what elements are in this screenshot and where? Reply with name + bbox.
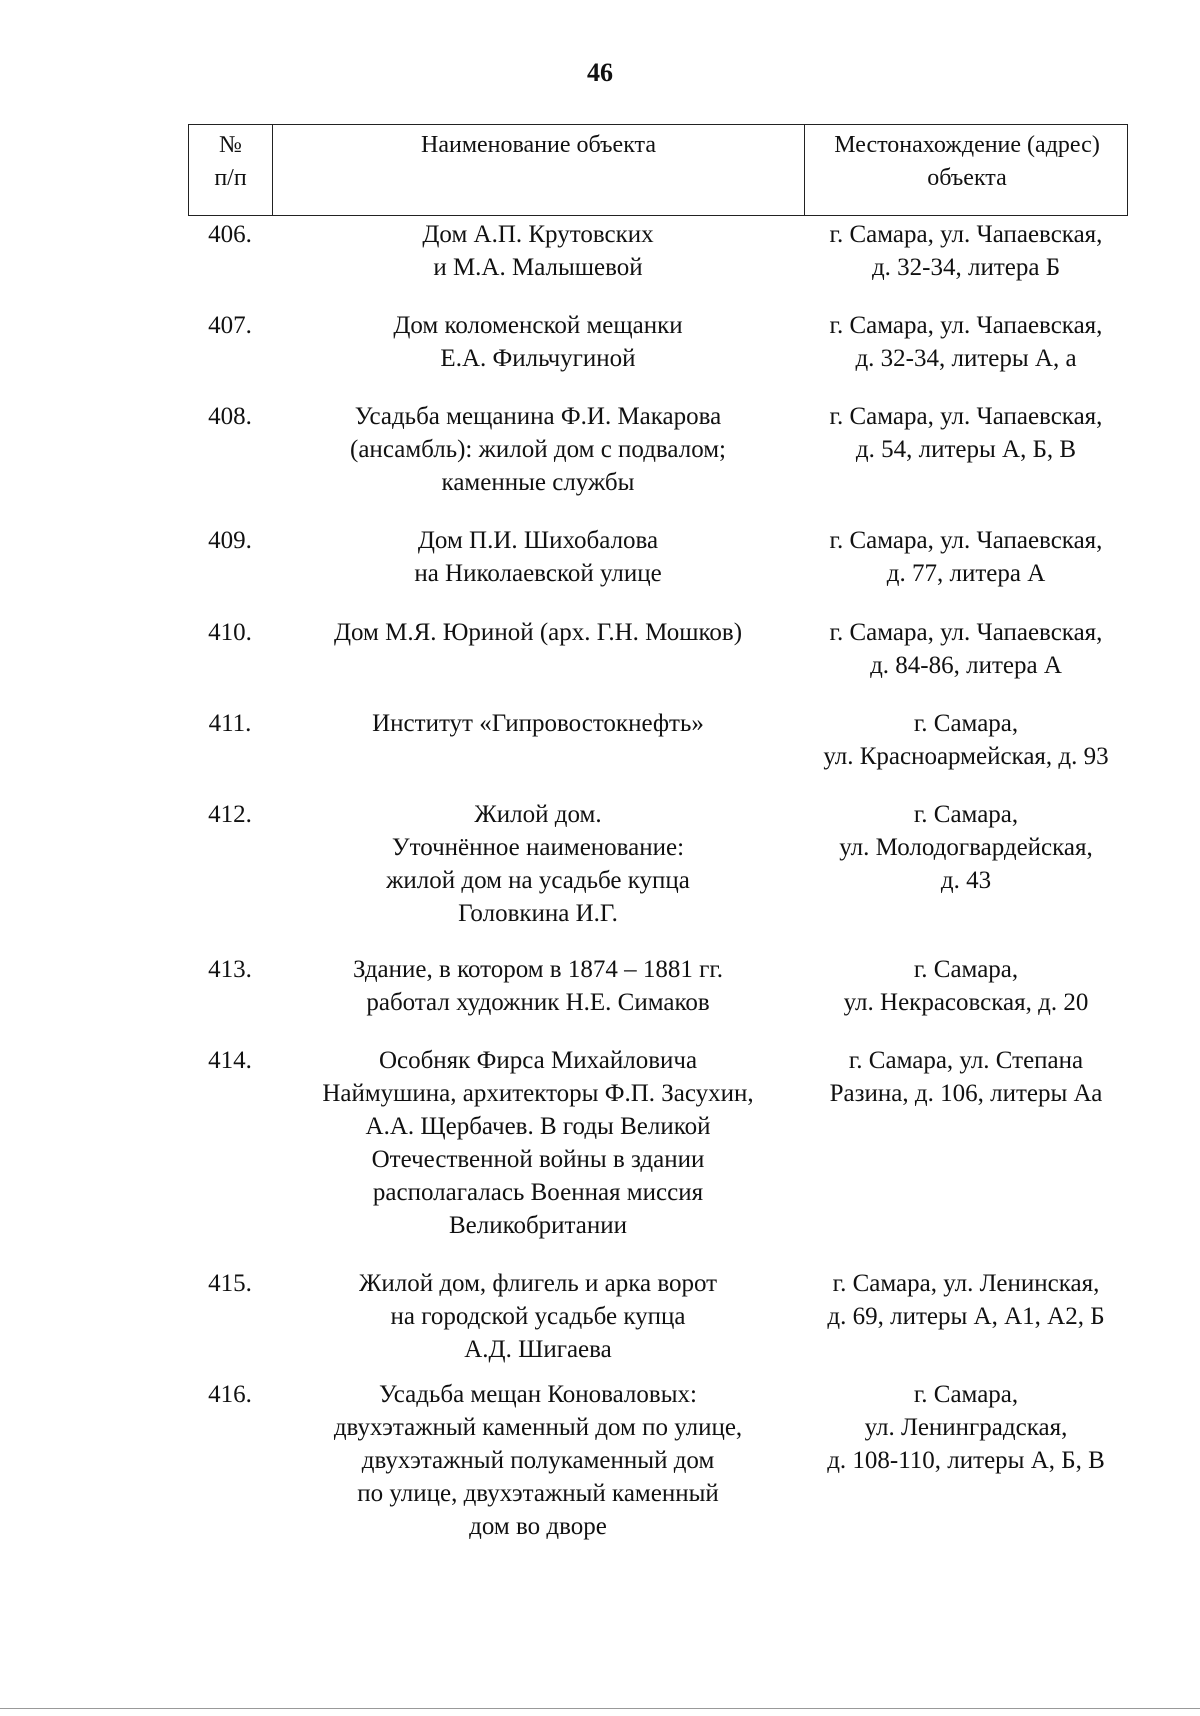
object-name [272, 953, 804, 1019]
object-address-line: д. 77, литера А [886, 560, 1046, 587]
object-name-line: А.А. Щербачев. В годы Великой [365, 1113, 711, 1140]
object-name-line: Жилой дом, флигель и арка ворот [358, 1270, 718, 1297]
object-address-line: г. Самара, [913, 956, 1019, 983]
object-address-line: ул. Красноармейская, д. 93 [823, 743, 1109, 770]
table-row [188, 953, 1128, 1019]
bottom-rule [0, 1708, 1200, 1709]
row-number: 410. [208, 619, 252, 646]
table-row [188, 524, 1128, 590]
row-number: 411. [208, 710, 252, 737]
object-address-line: г. Самара, ул. Чапаевская, [829, 619, 1103, 646]
object-address-line: г. Самара, ул. Степана [848, 1047, 1084, 1074]
object-name [272, 524, 804, 590]
object-name-line: Особняк Фирса Михайловича [378, 1047, 698, 1074]
object-name-line: Наймушина, архитекторы Ф.П. Засухин, [322, 1080, 754, 1107]
object-address-line: д. 84-86, литера А [870, 652, 1062, 679]
object-name-line: дом во дворе [469, 1513, 607, 1540]
table-header [188, 124, 1128, 216]
object-name-line: (ансамбль): жилой дом с подвалом; [350, 436, 726, 463]
object-address [804, 309, 1128, 375]
row-number: 406. [208, 221, 252, 248]
object-address-line: д. 108-110, литеры А, Б, В [827, 1447, 1105, 1474]
object-address-line: д. 69, литеры А, А1, А2, Б [827, 1303, 1105, 1330]
row-number: 416. [208, 1381, 252, 1408]
object-name-line: двухэтажный каменный дом по улице, [333, 1414, 743, 1441]
object-name-line: располагалась Военная миссия [372, 1179, 704, 1206]
table-row [188, 1044, 1128, 1242]
object-name-line: двухэтажный полукаменный дом [361, 1447, 715, 1474]
header-col-number-line: № [219, 132, 242, 158]
object-name-line: Здание, в котором в 1874 – 1881 гг. [352, 956, 724, 983]
object-name [272, 1267, 804, 1366]
object-name-line: Дом коломенской мещанки [393, 312, 683, 339]
table-row [188, 707, 1128, 773]
table-row [188, 616, 1128, 682]
object-name-line: Уточнённое наименование: [391, 834, 685, 861]
header-col-name [273, 125, 805, 215]
object-address-line: д. 54, литеры А, Б, В [855, 436, 1077, 463]
row-number: 415. [208, 1270, 252, 1297]
table-row [188, 1267, 1128, 1366]
object-address [804, 400, 1128, 499]
header-col-address-line: Местонахождение (адрес) [834, 132, 1100, 158]
object-name-line: Е.А. Фильчугиной [440, 345, 636, 372]
header-col-address [805, 125, 1129, 215]
object-address-line: ул. Ленинградская, [864, 1414, 1068, 1441]
object-name-line: Дом А.П. Крутовских [422, 221, 654, 248]
object-address-line: г. Самара, ул. Чапаевская, [829, 403, 1103, 430]
table-row [188, 798, 1128, 930]
object-name-line: Отечественной войны в здании [371, 1146, 705, 1173]
object-address [804, 1267, 1128, 1366]
object-name [272, 218, 804, 284]
object-name-line: Жилой дом. [474, 801, 602, 828]
object-address-line: г. Самара, ул. Чапаевская, [829, 312, 1103, 339]
object-address-line: г. Самара, ул. Чапаевская, [829, 221, 1103, 248]
object-name-line: А.Д. Шигаева [464, 1336, 612, 1363]
object-address-line: д. 43 [940, 867, 992, 894]
object-address-line: г. Самара, ул. Ленинская, [832, 1270, 1100, 1297]
object-address-line: Разина, д. 106, литеры Аа [829, 1080, 1103, 1107]
object-name [272, 309, 804, 375]
object-address [804, 524, 1128, 590]
object-address-line: д. 32-34, литера Б [871, 254, 1061, 281]
object-address [804, 616, 1128, 682]
object-name [272, 616, 804, 682]
object-address-line: д. 32-34, литеры А, а [855, 345, 1077, 372]
row-number: 407. [208, 312, 252, 339]
object-name-line: Дом П.И. Шихобалова [417, 527, 659, 554]
object-name [272, 798, 804, 930]
object-address-line: ул. Некрасовская, д. 20 [843, 989, 1089, 1016]
object-address [804, 1378, 1128, 1543]
page-number: 46 [587, 58, 613, 87]
object-address [804, 707, 1128, 773]
object-name-line: и М.А. Малышевой [433, 254, 643, 281]
object-address-line: ул. Молодогвардейская, [839, 834, 1093, 861]
object-name [272, 1044, 804, 1242]
row-number: 412. [208, 801, 252, 828]
row-number: 408. [208, 403, 252, 430]
header-col-address-line: объекта [927, 165, 1007, 191]
object-name-line: работал художник Н.Е. Симаков [366, 989, 710, 1016]
table-row [188, 309, 1128, 375]
object-name-line: каменные службы [441, 469, 635, 496]
object-address [804, 953, 1128, 1019]
header-col-number [189, 125, 273, 215]
header-col-name-line: Наименование объекта [421, 132, 656, 158]
table-row [188, 218, 1128, 284]
header-col-number-line: п/п [214, 165, 247, 191]
object-name-line: Усадьба мещан Коноваловых: [379, 1381, 697, 1408]
object-address-line: г. Самара, [913, 710, 1019, 737]
object-name-line: Усадьба мещанина Ф.И. Макарова [354, 403, 722, 430]
object-name-line: Институт «Гипровостокнефть» [372, 710, 704, 737]
object-address-line: г. Самара, [913, 801, 1019, 828]
row-number: 409. [208, 527, 252, 554]
object-name [272, 1378, 804, 1543]
object-name [272, 707, 804, 773]
table-row [188, 400, 1128, 499]
row-number: 414. [208, 1047, 252, 1074]
object-address [804, 218, 1128, 284]
object-address [804, 1044, 1128, 1242]
table-row [188, 1378, 1128, 1543]
object-name [272, 400, 804, 499]
object-address [804, 798, 1128, 930]
row-number: 413. [208, 956, 252, 983]
object-name-line: жилой дом на усадьбе купца [386, 867, 690, 894]
object-name-line: на Николаевской улице [414, 560, 662, 587]
object-address-line: г. Самара, ул. Чапаевская, [829, 527, 1103, 554]
object-name-line: Великобритании [448, 1212, 628, 1239]
object-name-line: по улице, двухэтажный каменный [357, 1480, 719, 1507]
object-address-line: г. Самара, [913, 1381, 1019, 1408]
object-name-line: Дом М.Я. Юриной (арх. Г.Н. Мошков) [333, 619, 743, 646]
object-name-line: на городской усадьбе купца [390, 1303, 686, 1330]
object-name-line: Головкина И.Г. [458, 900, 618, 927]
